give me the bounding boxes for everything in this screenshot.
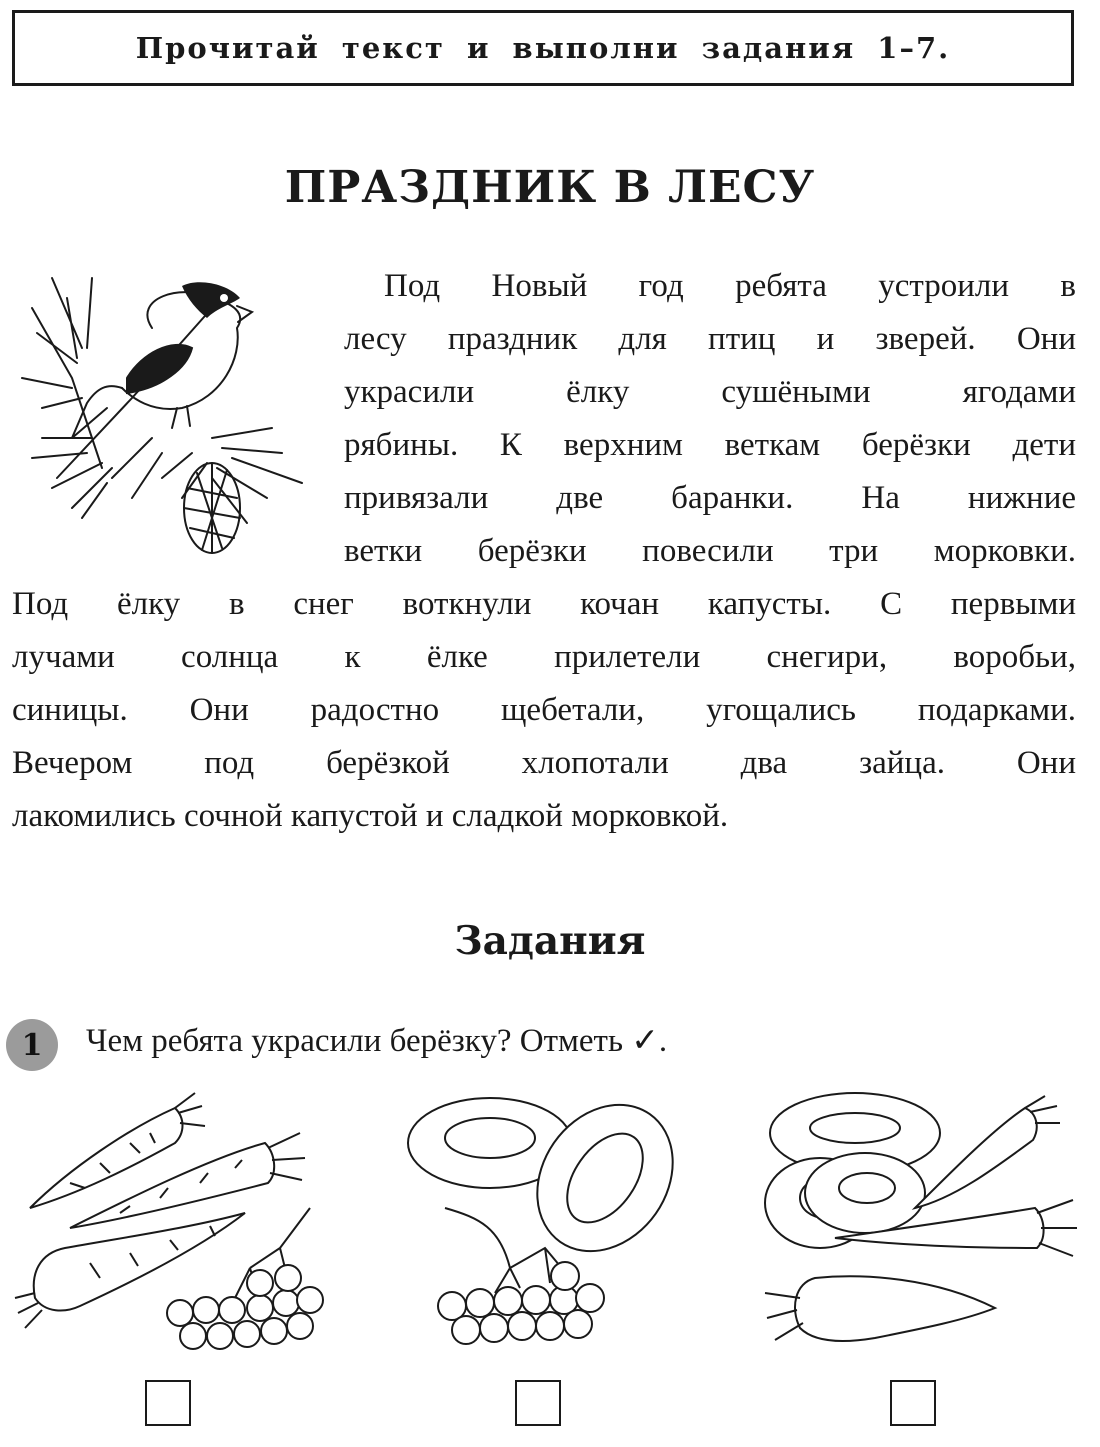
story-line: украсили ёлку сушёными ягодами bbox=[344, 374, 1076, 410]
task-question-end: . bbox=[658, 1023, 668, 1059]
story-title: ПРАЗДНИК В ЛЕСУ bbox=[284, 162, 816, 213]
instruction-box bbox=[12, 10, 1074, 86]
story-line: Вечером под берёзкой хлопотали два зайца. Они bbox=[12, 745, 1076, 781]
option-c-picture bbox=[755, 1088, 1085, 1368]
story-line: лучами солнца к ёлке прилетели снегири, воробьи, bbox=[12, 639, 1076, 675]
story-line: лесу праздник для птиц и зверей. Они bbox=[344, 321, 1076, 357]
story-line: синицы. Они радостно щебетали, угощались подарками. bbox=[12, 692, 1076, 728]
instruction-text: Прочитай текст и выполни задания 1–7. bbox=[135, 31, 951, 65]
option-b-checkbox[interactable] bbox=[515, 1380, 561, 1426]
task-question bbox=[86, 1020, 667, 1060]
story-line: Под Новый год ребята устроили в bbox=[384, 268, 1076, 304]
tasks-heading: Задания bbox=[454, 918, 646, 964]
story-line: Под ёлку в снег воткнули кочан капусты. С первыми bbox=[12, 586, 1076, 622]
story-line: рябины. К верхним веткам берёзки дети bbox=[344, 427, 1076, 463]
check-mark-icon: ✓ bbox=[631, 1020, 659, 1059]
option-b-picture bbox=[400, 1088, 690, 1368]
story-line: лакомились сочной капустой и сладкой морковкой. bbox=[12, 798, 729, 834]
option-a-checkbox[interactable] bbox=[145, 1380, 191, 1426]
task-number-badge: 1 bbox=[6, 1019, 58, 1071]
story-line: привязали две баранки. На нижние bbox=[344, 480, 1076, 516]
bullfinch-illustration bbox=[12, 238, 312, 558]
option-c-checkbox[interactable] bbox=[890, 1380, 936, 1426]
task-question-text: Чем ребята украсили берёзку? Отметь bbox=[86, 1023, 624, 1059]
option-a-picture bbox=[10, 1088, 340, 1368]
story-line: ветки берёзки повесили три морковки. bbox=[344, 533, 1076, 569]
